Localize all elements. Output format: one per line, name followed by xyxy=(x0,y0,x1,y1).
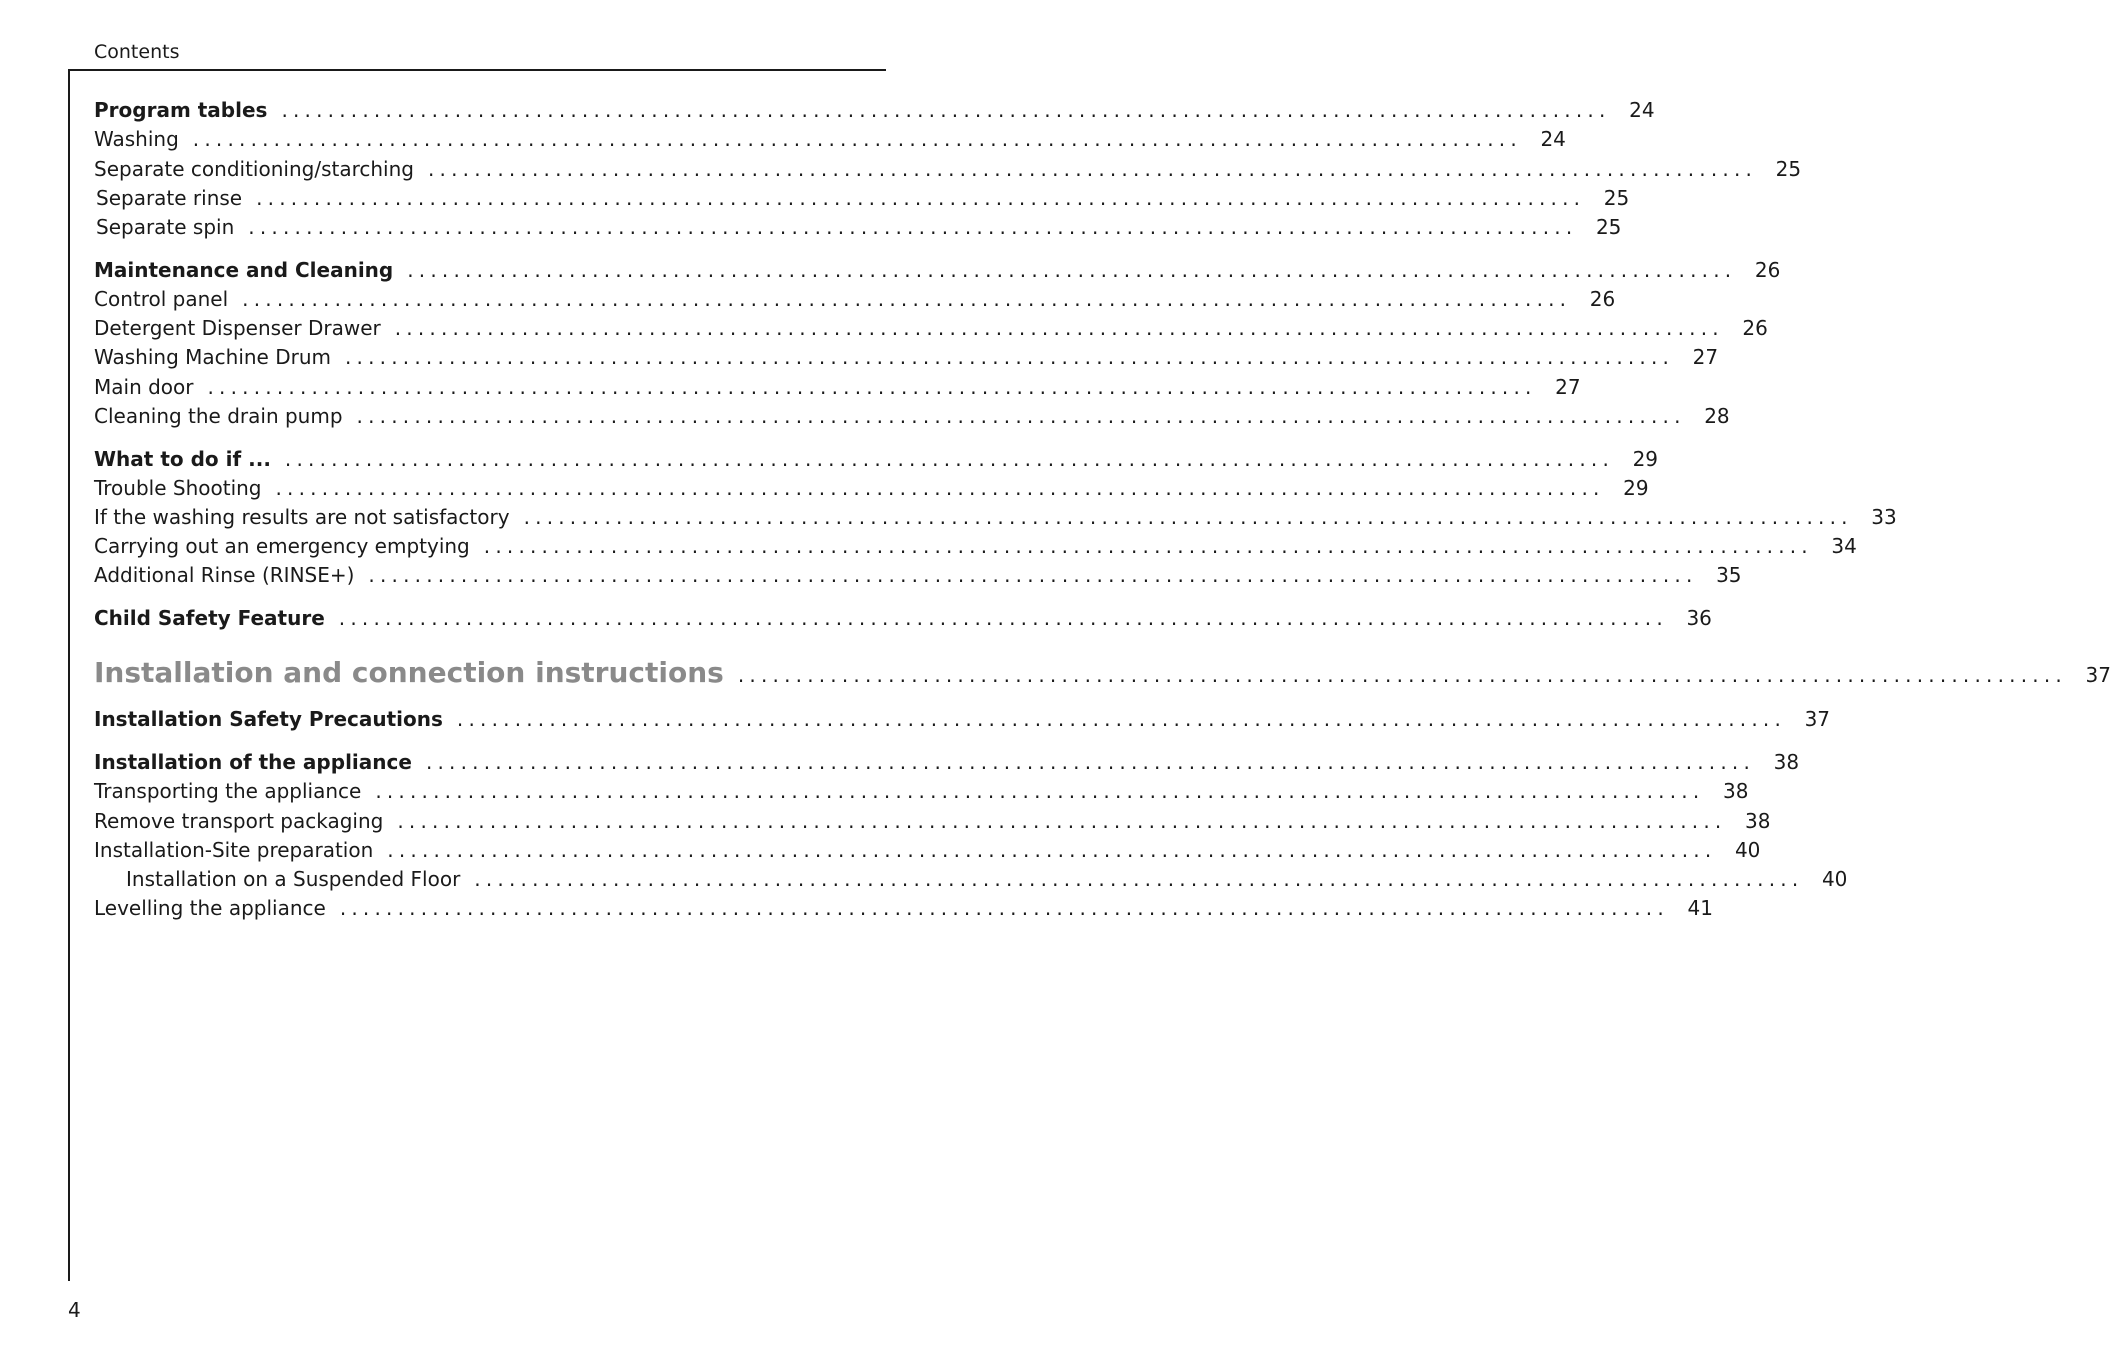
toc-dot-leader: ................................................................................................................... xyxy=(425,750,1756,774)
toc-dot-leader: ................................................................................................................... xyxy=(192,127,1522,151)
toc-entry-page: 24 xyxy=(1629,98,1655,122)
toc-entry-label: What to do if ... xyxy=(94,447,271,471)
toc-entry-page: 38 xyxy=(1722,779,1749,803)
toc-entry-label: Remove transport packaging xyxy=(94,809,384,833)
toc-dot-leader: ................................................................................................................... xyxy=(256,186,1586,210)
toc-dot-leader: ................................................................................................................... xyxy=(338,606,1668,630)
toc-entry-label: Installation Safety Precautions xyxy=(94,707,443,731)
toc-entry-label: Detergent Dispenser Drawer xyxy=(94,316,381,340)
toc-entry-label: Maintenance and Cleaning xyxy=(94,258,394,282)
toc-entry[interactable] xyxy=(94,808,1771,834)
margin-rule xyxy=(68,69,70,1281)
toc-entry[interactable] xyxy=(94,286,1616,312)
toc-entry[interactable] xyxy=(94,344,1719,370)
page-number: 4 xyxy=(68,1298,81,1322)
toc-entry[interactable] xyxy=(94,895,1713,921)
toc-entry-label: Carrying out an emergency emptying xyxy=(94,534,470,558)
toc-dot-leader: ................................................................................................................... xyxy=(284,447,1615,471)
toc-entry-page: 24 xyxy=(1540,127,1566,151)
toc-dot-leader: ................................................................................................................... xyxy=(407,258,1737,282)
toc-dot-leader: ................................................................................................................... xyxy=(456,707,1787,731)
toc-entry-page: 27 xyxy=(1692,345,1719,369)
toc-entry-label: Installation and connection instructions xyxy=(94,656,724,689)
toc-entry[interactable] xyxy=(94,126,1566,152)
toc-entry-page: 26 xyxy=(1742,316,1768,340)
toc-entry[interactable] xyxy=(94,315,1768,341)
toc-entry-page: 29 xyxy=(1623,476,1649,500)
toc-entry-label: Installation on a Suspended Floor xyxy=(126,867,461,891)
toc-dot-leader: ................................................................................................................... xyxy=(356,404,1686,428)
toc-entry-label: Child Safety Feature xyxy=(94,606,325,630)
toc-entry[interactable] xyxy=(94,837,1761,863)
toc-entry-page: 40 xyxy=(1734,838,1761,862)
toc-dot-leader: ................................................................................................................... xyxy=(281,98,1611,122)
toc-entry[interactable] xyxy=(94,749,1800,775)
toc-entry[interactable] xyxy=(94,475,1649,501)
toc-entry-page: 41 xyxy=(1687,896,1713,920)
toc-entry[interactable] xyxy=(94,504,1897,530)
toc-dot-leader: ................................................................................................................... xyxy=(275,476,1605,500)
toc-entry-page: 28 xyxy=(1704,404,1730,428)
toc-entry-label: Trouble Shooting xyxy=(94,476,262,500)
toc-entry-page: 34 xyxy=(1831,534,1857,558)
toc-entry[interactable] xyxy=(94,778,1749,804)
toc-entry-page: 27 xyxy=(1555,375,1581,399)
toc-dot-leader: ................................................................................................................... xyxy=(345,345,1675,369)
toc-dot-leader: ................................................................................................................... xyxy=(394,316,1724,340)
toc-major-entry[interactable] xyxy=(94,656,2111,689)
toc-dot-leader: ................................................................................................................... xyxy=(248,215,1578,239)
toc-entry-page: 38 xyxy=(1745,809,1771,833)
toc-entry-label: Installation of the appliance xyxy=(94,750,412,774)
toc-entry-page: 40 xyxy=(1821,867,1848,891)
toc-entry[interactable] xyxy=(94,562,1742,588)
toc-dot-leader: ................................................................................................................... xyxy=(737,663,2067,687)
toc-dot-leader: ................................................................................................................... xyxy=(474,867,1804,891)
toc-entry-page: 37 xyxy=(2085,663,2111,687)
toc-entry-label: Cleaning the drain pump xyxy=(94,404,343,428)
toc-entry-label: Control panel xyxy=(94,287,229,311)
toc-entry-label: Program tables xyxy=(94,98,268,122)
toc-entry-label: Separate spin xyxy=(96,215,235,239)
toc-entry-label: Installation-Site preparation xyxy=(94,838,374,862)
toc-entry-page: 26 xyxy=(1589,287,1616,311)
toc-entry[interactable] xyxy=(96,214,1622,240)
toc-entry-page: 26 xyxy=(1754,258,1781,282)
toc-entry-label: Main door xyxy=(94,375,194,399)
header-rule xyxy=(68,69,886,71)
toc-entry-page: 29 xyxy=(1632,447,1659,471)
toc-entry-label: Transporting the appliance xyxy=(94,779,362,803)
toc-dot-leader: ................................................................................................................... xyxy=(523,505,1853,529)
toc-dot-leader: ................................................................................................................... xyxy=(397,809,1727,833)
toc-entry[interactable] xyxy=(94,533,1857,559)
toc-entry-label: Levelling the appliance xyxy=(94,896,326,920)
toc-dot-leader: ................................................................................................................... xyxy=(483,534,1813,558)
toc-dot-leader: ................................................................................................................... xyxy=(242,287,1572,311)
toc-entry-page: 25 xyxy=(1595,215,1622,239)
toc-entry-page: 37 xyxy=(1804,707,1831,731)
toc-dot-leader: ................................................................................................................... xyxy=(387,838,1717,862)
toc-entry[interactable] xyxy=(126,866,1848,892)
toc-entry-page: 35 xyxy=(1716,563,1742,587)
toc-entry-label: Separate conditioning/starching xyxy=(94,157,414,181)
toc-entry[interactable] xyxy=(94,97,1655,123)
toc-entry[interactable] xyxy=(94,605,1712,631)
toc-entry[interactable] xyxy=(96,185,1630,211)
toc-dot-leader: ................................................................................................................... xyxy=(375,779,1705,803)
toc-entry[interactable] xyxy=(94,403,1730,429)
toc-entry[interactable] xyxy=(94,706,1831,732)
toc-dot-leader: ................................................................................................................... xyxy=(427,157,1758,181)
toc-entry-page: 25 xyxy=(1603,186,1630,210)
toc-dot-leader: ................................................................................................................... xyxy=(368,563,1698,587)
toc-entry[interactable] xyxy=(94,374,1581,400)
toc-dot-leader: ................................................................................................................... xyxy=(339,896,1669,920)
toc-entry-label: Washing xyxy=(94,127,179,151)
toc-entry-page: 36 xyxy=(1686,606,1712,630)
toc-entry-page: 25 xyxy=(1775,157,1802,181)
toc-entry-label: Additional Rinse (RINSE+) xyxy=(94,563,355,587)
section-header: Contents xyxy=(94,41,180,63)
toc-entry-label: Separate rinse xyxy=(96,186,243,210)
toc-entry-label: If the washing results are not satisfactory xyxy=(94,505,510,529)
toc-entry[interactable] xyxy=(94,446,1659,472)
toc-dot-leader: ................................................................................................................... xyxy=(207,375,1537,399)
toc-entry-label: Washing Machine Drum xyxy=(94,345,331,369)
toc-entry[interactable] xyxy=(94,156,1802,182)
toc-entry[interactable] xyxy=(94,257,1781,283)
toc-entry-page: 33 xyxy=(1871,505,1897,529)
toc-entry-page: 38 xyxy=(1773,750,1800,774)
